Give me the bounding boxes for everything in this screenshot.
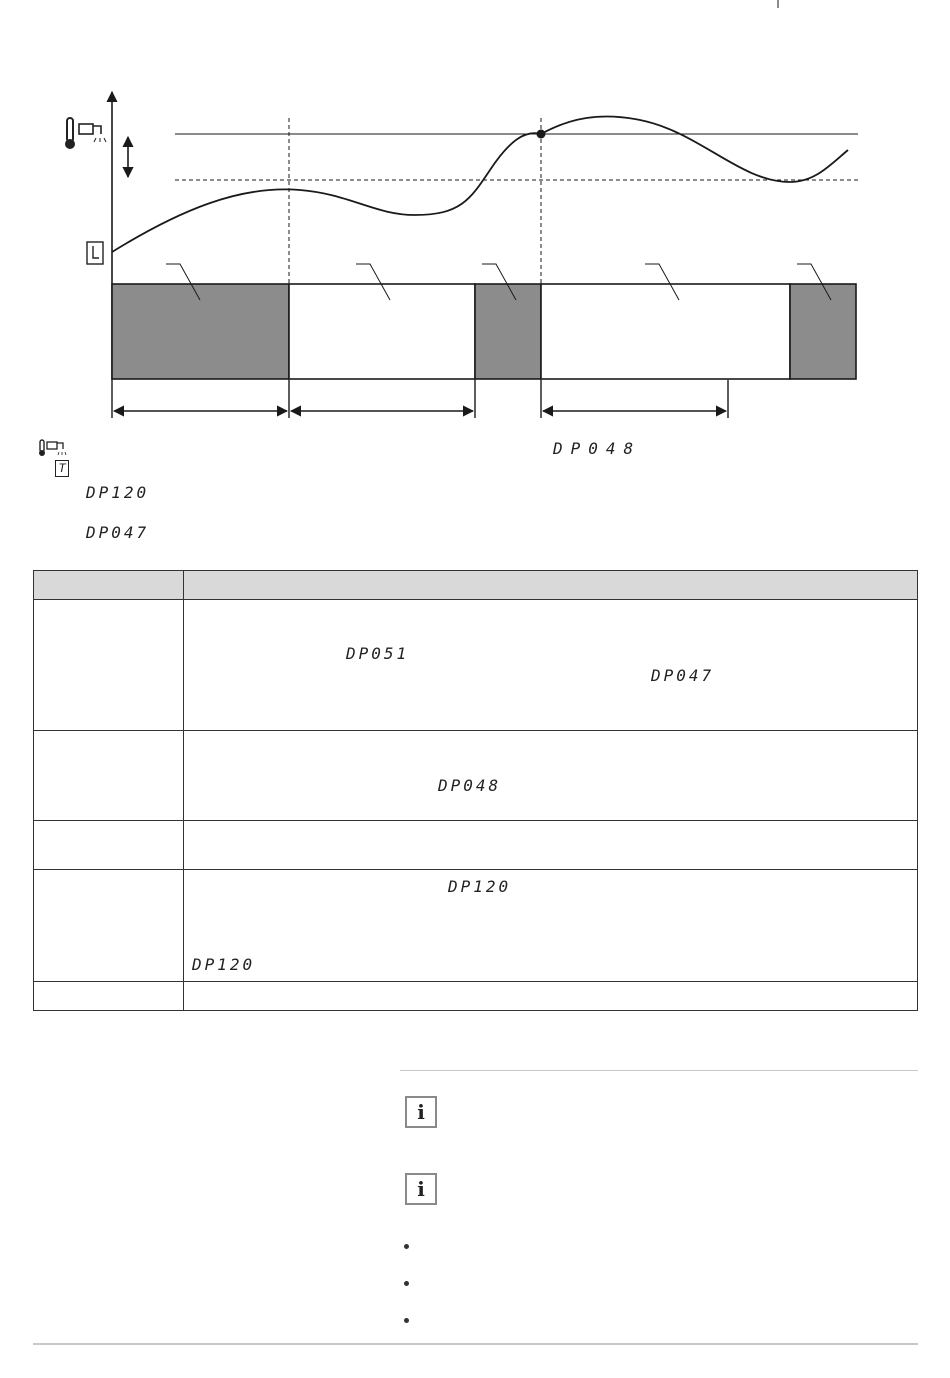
dhw-block-1 (289, 284, 475, 379)
table-header-cell (184, 571, 918, 600)
table-cell (34, 870, 184, 982)
heating-block-2 (475, 284, 541, 379)
table-row (34, 982, 918, 1011)
table-cell (34, 600, 184, 731)
table-header-row (34, 571, 918, 600)
dhw-temperature-icon (65, 118, 106, 149)
table-row (34, 600, 918, 731)
table-code: DP051 (346, 644, 410, 663)
table-row (34, 870, 918, 982)
time-axis-icon (87, 242, 103, 264)
dhw-priority-diagram (0, 0, 950, 560)
legend-dhw-icon (38, 438, 72, 458)
legend-code-min-duration: DP047 (86, 523, 150, 542)
table-cell (34, 731, 184, 821)
table-cell (184, 600, 918, 731)
table-cell (34, 821, 184, 870)
list-bullet (404, 1318, 409, 1323)
table-header-cell (34, 571, 184, 600)
table-code: DP048 (438, 776, 502, 795)
legend-code-max-duration: DP120 (86, 483, 150, 502)
temperature-curve (112, 116, 848, 252)
section-divider (400, 1070, 918, 1071)
dhw-block-2 (541, 284, 790, 379)
table-cell (184, 821, 918, 870)
legend-time-icon: T (55, 460, 69, 477)
heating-block-1 (112, 284, 289, 379)
table-code: DP120 (448, 877, 512, 896)
footer-rule (33, 1343, 918, 1345)
table-cell (184, 731, 918, 821)
switch-point (537, 130, 546, 139)
table-cell (184, 870, 918, 982)
info-icon: i (405, 1096, 437, 1128)
parameter-table (33, 570, 918, 1011)
table-code: DP120 (192, 955, 256, 974)
table-cell (184, 982, 918, 1011)
table-cell (34, 982, 184, 1011)
list-bullet (404, 1281, 409, 1286)
legend-code-interval: DP048 (553, 439, 642, 458)
heating-block-3 (790, 284, 856, 379)
info-icon: i (405, 1173, 437, 1205)
list-bullet (404, 1244, 409, 1249)
duration-markers (112, 380, 728, 418)
table-code: DP047 (651, 666, 715, 685)
table-row (34, 731, 918, 821)
table-row (34, 821, 918, 870)
